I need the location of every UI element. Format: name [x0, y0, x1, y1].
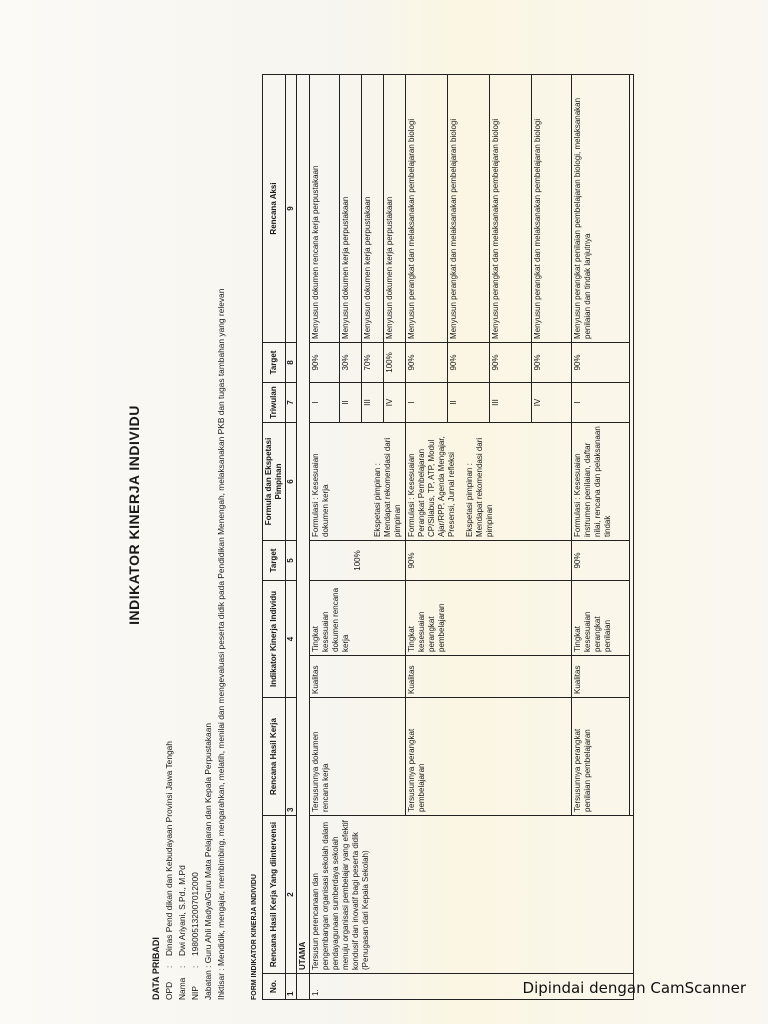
personal-row-nip: NIP : 19800513200701​2000 [190, 872, 200, 1000]
personal-row-opd: OPD : Dinas Pend dikan dan Kebudayaan Provinsi Jawa Tengah [164, 741, 174, 1000]
table-row [310, 74, 340, 999]
table-row: II 30% Menyusun dokumen kerja perpustakaan [340, 74, 362, 999]
table-row: Tersusunnya perangkat penilaian pembelajaran Kualitas Tingkat kesesuaian perangkat penilaian 90% Formulasi : Kesesuaian instrumen penilaian, daftar nilai, rencana dan pelaksanaan tindak I 90% Menyusun perangkat penilaian pembelajaran biologi, melaksanakan penilaian dan tindak lanjutnya [572, 74, 630, 999]
header-target: Target [263, 540, 286, 580]
personal-row-nama: Nama : Dwi Ariyani, S.Pd., M.Pd [177, 865, 187, 1000]
aspek-cell: Kualitas [310, 656, 406, 698]
header-rhk: Rencana Hasil Kerja [263, 698, 286, 816]
table-row: III 90% Menyusun perangkat dan melaksanakan pembelajaran biologi [490, 74, 532, 999]
camscanner-watermark: Dipindai dengan CamScanner [522, 979, 746, 997]
personal-data [150, 289, 228, 1000]
target-cell: 90% [406, 540, 572, 580]
aspek-cell: Kualitas [406, 656, 572, 698]
header-iki: Indikator Kinerja Individu [263, 580, 286, 697]
document-title: INDIKATOR KINERJA INDIVIDU [126, 405, 142, 625]
header-row [263, 74, 286, 999]
section-row [297, 74, 310, 999]
target-cell: 100% [310, 540, 406, 580]
aspek-cell: Kualitas [572, 656, 630, 698]
rhk-cell: Tersusunnya perangkat pembelajaran [406, 698, 572, 816]
table-row: III 70% Menyusun dokumen kerja perpustakaan [362, 74, 384, 999]
iki-table [262, 74, 634, 1000]
header-triwulan: Triwulan [263, 382, 286, 422]
column-number-row: 1 2 3 4 5 6 7 8 9 [286, 74, 297, 999]
header-target-2: Target [263, 342, 286, 382]
formula-cell: Formulasi : Kesesuaian dokumen kerja Ekspetasi pimpinan : Mendapat rekomendasi dari pimpinan [310, 422, 406, 540]
target2-cell: 90% [310, 342, 340, 382]
iki-cell: Tingkat kesesuaian dokumen rencana kerja [310, 580, 406, 655]
rhk-cell: Tersusunnya dokumen rencana kerja [310, 698, 406, 816]
personal-row-jabatan: Jabatan : Guru Ahli Madya/Guru Mata Pelajaran dan Kepala Perpustakaan [203, 722, 213, 1000]
header-aksi: Rencana Aksi [263, 74, 286, 342]
table-row: Tersusunnya perangkat pembelajaran Kualitas Tingkat kesesuaian perangkat pembelajaran 90% Formulasi : Kesesuaian Perangkat Pembelajaran CP/Silabus, TP, ATP, Modul Ajar/RPP, Agenda Mengajar, Presensi, Jurnal refleksi Ekspetasi pimpinan : Mendapat rekomendasi dari pimpinan I 90% Menyusun perangkat dan melaksanakan pembelajaran biologi [406, 74, 448, 999]
iki-cell: Tingkat kesesuaian perangkat penilaian [572, 580, 630, 655]
formula-cell: Formulasi : Kesesuaian Perangkat Pembelajaran CP/Silabus, TP, ATP, Modul Ajar/RPP, Agenda Mengajar, Presensi, Jurnal refleksi Ekspetasi pimpinan : Mendapat rekomendasi dari pimpinan [406, 422, 572, 540]
personal-heading: DATA PRIBADI [151, 937, 161, 1000]
target-cell: 90% [572, 540, 630, 580]
personal-row-ihtisar: Ihktisar : Mendidik, mengajar, membimbing, mengarahkan, melatih, menilai dan mengevaluasi peserta didik pada Pendidikan Menengah, melaksanakan PKB dan tugas tambahan yang relevan [216, 288, 226, 1000]
header-intervensi: Rencana Hasil Kerja Yang diintervensi [263, 816, 286, 974]
intervensi-cell: Tersusun perencanaan dan pengembangan organisasi sekolah dalam pendayagunaan sumberdaya sekolah menuju organisasi pembelajar yang efektif kondusif dan inovatif bagi peserta didik (Penugasan dari Kepala Sekolah) [310, 816, 634, 974]
section-utama: UTAMA [297, 74, 310, 973]
formula-cell: Formulasi : Kesesuaian instrumen penilaian, daftar nilai, rencana dan pelaksanaan tindak [572, 422, 630, 540]
table-row: IV 90% Menyusun perangkat dan melaksanakan pembelajaran biologi [532, 74, 572, 999]
iki-cell: Tingkat kesesuaian perangkat pembelajaran [406, 580, 572, 655]
triwulan-cell: I [310, 382, 340, 422]
aksi-cell: Menyusun dokumen rencana kerja perpustakaan [310, 74, 340, 342]
form-title: FORM INDIKATOR KINERJA INDIVIDU [251, 874, 258, 1000]
table-row: IV 100% Menyusun dokumen kerja perpustakaan [384, 74, 406, 999]
header-no: No. [263, 974, 286, 1000]
row-no: 1. [310, 974, 634, 1000]
table-row: II 90% Menyusun perangkat dan melaksanakan pembelajaran biologi [448, 74, 490, 999]
header-formula: Formula dan Ekspetasi Pimpinan [263, 422, 286, 540]
rhk-cell: Tersusunnya perangkat penilaian pembelajaran [572, 698, 630, 816]
rotated-document [126, 30, 695, 1000]
